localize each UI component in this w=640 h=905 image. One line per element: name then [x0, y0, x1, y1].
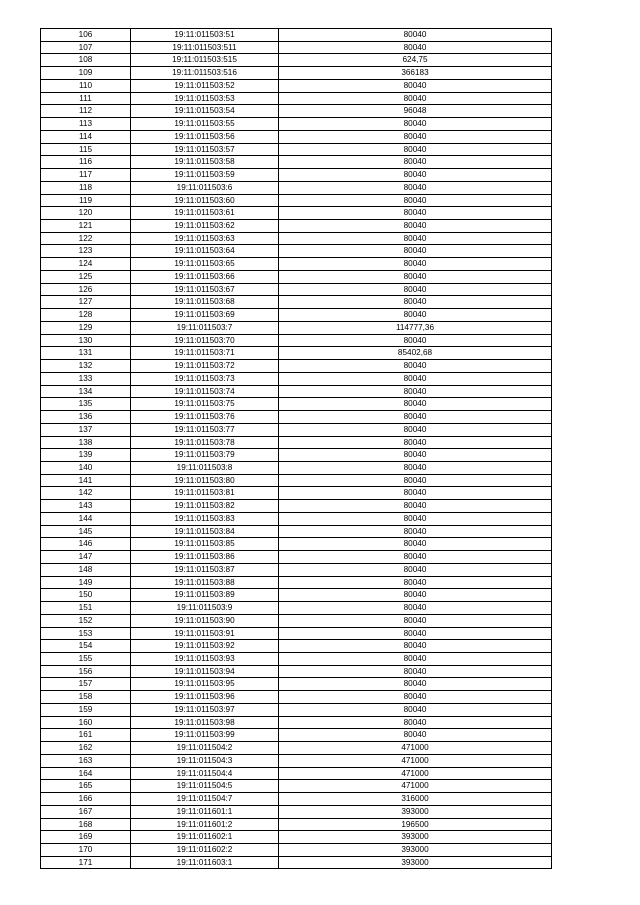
value-cell: 80040 — [279, 130, 552, 143]
table-row — [41, 691, 552, 704]
cadastral-number-cell: 19:11:011503:95 — [131, 678, 279, 691]
table-row — [41, 385, 552, 398]
row-number-cell: 162 — [41, 742, 131, 755]
row-number-cell: 136 — [41, 411, 131, 424]
cadastral-number-cell: 19:11:011503:84 — [131, 525, 279, 538]
value-cell: 80040 — [279, 270, 552, 283]
row-number-cell: 130 — [41, 334, 131, 347]
value-cell: 80040 — [279, 360, 552, 373]
row-number-cell: 124 — [41, 258, 131, 271]
table-row — [41, 805, 552, 818]
cadastral-number-cell: 19:11:011503:70 — [131, 334, 279, 347]
cadastral-number-cell: 19:11:011503:55 — [131, 118, 279, 131]
row-number-cell: 141 — [41, 474, 131, 487]
value-cell: 80040 — [279, 576, 552, 589]
cadastral-number-cell: 19:11:011503:83 — [131, 512, 279, 525]
value-cell: 114777,36 — [279, 321, 552, 334]
table-row — [41, 678, 552, 691]
row-number-cell: 113 — [41, 118, 131, 131]
cadastral-number-cell: 19:11:011503:516 — [131, 67, 279, 80]
row-number-cell: 125 — [41, 270, 131, 283]
cadastral-number-cell: 19:11:011503:64 — [131, 245, 279, 258]
value-cell: 96048 — [279, 105, 552, 118]
cadastral-number-cell: 19:11:011503:96 — [131, 691, 279, 704]
table-row — [41, 372, 552, 385]
table-row — [41, 334, 552, 347]
row-number-cell: 138 — [41, 436, 131, 449]
table-row — [41, 525, 552, 538]
cadastral-number-cell: 19:11:011503:82 — [131, 500, 279, 513]
value-cell: 80040 — [279, 334, 552, 347]
cadastral-number-cell: 19:11:011503:88 — [131, 576, 279, 589]
value-cell: 80040 — [279, 652, 552, 665]
value-cell: 80040 — [279, 703, 552, 716]
value-cell: 80040 — [279, 525, 552, 538]
row-number-cell: 133 — [41, 372, 131, 385]
row-number-cell: 150 — [41, 589, 131, 602]
row-number-cell: 120 — [41, 207, 131, 220]
cadastral-number-cell: 19:11:011503:81 — [131, 487, 279, 500]
cadastral-number-cell: 19:11:011503:72 — [131, 360, 279, 373]
value-cell: 316000 — [279, 793, 552, 806]
row-number-cell: 123 — [41, 245, 131, 258]
cadastral-number-cell: 19:11:011503:52 — [131, 79, 279, 92]
cadastral-number-cell: 19:11:011503:54 — [131, 105, 279, 118]
table-body — [41, 29, 552, 869]
cadastral-number-cell: 19:11:011503:68 — [131, 296, 279, 309]
value-cell: 80040 — [279, 309, 552, 322]
cadastral-number-cell: 19:11:011602:1 — [131, 831, 279, 844]
row-number-cell: 122 — [41, 232, 131, 245]
row-number-cell: 160 — [41, 716, 131, 729]
table-row — [41, 665, 552, 678]
value-cell: 80040 — [279, 220, 552, 233]
table-row — [41, 512, 552, 525]
row-number-cell: 142 — [41, 487, 131, 500]
cadastral-number-cell: 19:11:011503:80 — [131, 474, 279, 487]
row-number-cell: 149 — [41, 576, 131, 589]
value-cell: 80040 — [279, 691, 552, 704]
cadastral-number-cell: 19:11:011504:4 — [131, 767, 279, 780]
row-number-cell: 116 — [41, 156, 131, 169]
row-number-cell: 126 — [41, 283, 131, 296]
cadastral-number-cell: 19:11:011503:59 — [131, 169, 279, 182]
cadastral-number-cell: 19:11:011504:3 — [131, 754, 279, 767]
cadastral-number-cell: 19:11:011503:97 — [131, 703, 279, 716]
cadastral-number-cell: 19:11:011601:1 — [131, 805, 279, 818]
cadastral-number-cell: 19:11:011504:2 — [131, 742, 279, 755]
row-number-cell: 145 — [41, 525, 131, 538]
value-cell: 393000 — [279, 856, 552, 869]
cadastral-number-cell: 19:11:011503:91 — [131, 627, 279, 640]
value-cell: 80040 — [279, 398, 552, 411]
value-cell: 80040 — [279, 423, 552, 436]
row-number-cell: 156 — [41, 665, 131, 678]
cadastral-number-cell: 19:11:011504:5 — [131, 780, 279, 793]
table-row — [41, 156, 552, 169]
table-row — [41, 627, 552, 640]
table-row — [41, 716, 552, 729]
table-row — [41, 232, 552, 245]
row-number-cell: 128 — [41, 309, 131, 322]
value-cell: 80040 — [279, 245, 552, 258]
row-number-cell: 146 — [41, 538, 131, 551]
value-cell: 80040 — [279, 372, 552, 385]
row-number-cell: 107 — [41, 41, 131, 54]
cadastral-number-cell: 19:11:011503:57 — [131, 143, 279, 156]
value-cell: 393000 — [279, 805, 552, 818]
cadastral-number-cell: 19:11:011503:65 — [131, 258, 279, 271]
row-number-cell: 164 — [41, 767, 131, 780]
table-row — [41, 220, 552, 233]
table-row — [41, 245, 552, 258]
value-cell: 80040 — [279, 143, 552, 156]
value-cell: 624,75 — [279, 54, 552, 67]
table-row — [41, 551, 552, 564]
table-row — [41, 296, 552, 309]
table-row — [41, 831, 552, 844]
cadastral-number-cell: 19:11:011503:51 — [131, 29, 279, 42]
value-cell: 80040 — [279, 729, 552, 742]
table-row — [41, 449, 552, 462]
row-number-cell: 114 — [41, 130, 131, 143]
value-cell: 80040 — [279, 79, 552, 92]
row-number-cell: 132 — [41, 360, 131, 373]
value-cell: 80040 — [279, 92, 552, 105]
row-number-cell: 106 — [41, 29, 131, 42]
row-number-cell: 110 — [41, 79, 131, 92]
table-row — [41, 207, 552, 220]
cadastral-number-cell: 19:11:011503:58 — [131, 156, 279, 169]
row-number-cell: 144 — [41, 512, 131, 525]
table-row — [41, 602, 552, 615]
value-cell: 80040 — [279, 296, 552, 309]
row-number-cell: 131 — [41, 347, 131, 360]
cadastral-number-cell: 19:11:011503:67 — [131, 283, 279, 296]
row-number-cell: 115 — [41, 143, 131, 156]
row-number-cell: 134 — [41, 385, 131, 398]
value-cell: 80040 — [279, 474, 552, 487]
value-cell: 85402,68 — [279, 347, 552, 360]
table-row — [41, 576, 552, 589]
table-row — [41, 181, 552, 194]
value-cell: 471000 — [279, 780, 552, 793]
row-number-cell: 111 — [41, 92, 131, 105]
table-row — [41, 169, 552, 182]
table-row — [41, 258, 552, 271]
value-cell: 80040 — [279, 156, 552, 169]
cadastral-number-cell: 19:11:011603:1 — [131, 856, 279, 869]
table-row — [41, 754, 552, 767]
cadastral-number-cell: 19:11:011503:66 — [131, 270, 279, 283]
cadastral-number-cell: 19:11:011503:86 — [131, 551, 279, 564]
table-row — [41, 194, 552, 207]
table-row — [41, 67, 552, 80]
value-cell: 80040 — [279, 449, 552, 462]
value-cell: 80040 — [279, 194, 552, 207]
table-row — [41, 640, 552, 653]
cadastral-number-cell: 19:11:011503:92 — [131, 640, 279, 653]
row-number-cell: 167 — [41, 805, 131, 818]
cadastral-number-cell: 19:11:011503:87 — [131, 563, 279, 576]
row-number-cell: 139 — [41, 449, 131, 462]
cadastral-number-cell: 19:11:011503:6 — [131, 181, 279, 194]
value-cell: 80040 — [279, 461, 552, 474]
row-number-cell: 157 — [41, 678, 131, 691]
table-row — [41, 729, 552, 742]
row-number-cell: 169 — [41, 831, 131, 844]
cadastral-number-cell: 19:11:011503:53 — [131, 92, 279, 105]
cadastral-number-cell: 19:11:011503:60 — [131, 194, 279, 207]
cadastral-number-cell: 19:11:011503:74 — [131, 385, 279, 398]
row-number-cell: 158 — [41, 691, 131, 704]
row-number-cell: 166 — [41, 793, 131, 806]
cadastral-number-cell: 19:11:011503:89 — [131, 589, 279, 602]
cadastral-number-cell: 19:11:011503:7 — [131, 321, 279, 334]
table-row — [41, 360, 552, 373]
cadastral-number-cell: 19:11:011503:85 — [131, 538, 279, 551]
cadastral-number-cell: 19:11:011503:511 — [131, 41, 279, 54]
table-row — [41, 856, 552, 869]
table-row — [41, 79, 552, 92]
row-number-cell: 171 — [41, 856, 131, 869]
value-cell: 471000 — [279, 742, 552, 755]
value-cell: 80040 — [279, 563, 552, 576]
table-row — [41, 436, 552, 449]
value-cell: 80040 — [279, 602, 552, 615]
table-row — [41, 411, 552, 424]
row-number-cell: 121 — [41, 220, 131, 233]
table-row — [41, 767, 552, 780]
table-row — [41, 347, 552, 360]
value-cell: 80040 — [279, 283, 552, 296]
row-number-cell: 170 — [41, 844, 131, 857]
table-row — [41, 500, 552, 513]
row-number-cell: 109 — [41, 67, 131, 80]
cadastral-number-cell: 19:11:011503:9 — [131, 602, 279, 615]
table-row — [41, 41, 552, 54]
table-row — [41, 652, 552, 665]
row-number-cell: 112 — [41, 105, 131, 118]
value-cell: 80040 — [279, 181, 552, 194]
cadastral-number-cell: 19:11:011601:2 — [131, 818, 279, 831]
row-number-cell: 151 — [41, 602, 131, 615]
table-row — [41, 105, 552, 118]
value-cell: 80040 — [279, 627, 552, 640]
cadastral-number-cell: 19:11:011503:77 — [131, 423, 279, 436]
cadastral-number-cell: 19:11:011503:76 — [131, 411, 279, 424]
row-number-cell: 163 — [41, 754, 131, 767]
table-row — [41, 487, 552, 500]
row-number-cell: 118 — [41, 181, 131, 194]
row-number-cell: 143 — [41, 500, 131, 513]
row-number-cell: 165 — [41, 780, 131, 793]
cadastral-number-cell: 19:11:011503:71 — [131, 347, 279, 360]
cadastral-number-cell: 19:11:011504:7 — [131, 793, 279, 806]
value-cell: 80040 — [279, 614, 552, 627]
table-row — [41, 321, 552, 334]
row-number-cell: 161 — [41, 729, 131, 742]
table-row — [41, 29, 552, 42]
value-cell: 80040 — [279, 411, 552, 424]
table-row — [41, 92, 552, 105]
value-cell: 80040 — [279, 385, 552, 398]
table-row — [41, 563, 552, 576]
row-number-cell: 119 — [41, 194, 131, 207]
cadastral-number-cell: 19:11:011503:62 — [131, 220, 279, 233]
row-number-cell: 137 — [41, 423, 131, 436]
table-row — [41, 398, 552, 411]
cadastral-number-cell: 19:11:011503:8 — [131, 461, 279, 474]
cadastral-number-cell: 19:11:011503:515 — [131, 54, 279, 67]
table-row — [41, 474, 552, 487]
cadastral-number-cell: 19:11:011503:69 — [131, 309, 279, 322]
row-number-cell: 168 — [41, 818, 131, 831]
value-cell: 80040 — [279, 487, 552, 500]
cadastral-number-cell: 19:11:011503:78 — [131, 436, 279, 449]
cadastral-number-cell: 19:11:011503:63 — [131, 232, 279, 245]
cadastral-value-table — [40, 28, 552, 869]
row-number-cell: 129 — [41, 321, 131, 334]
row-number-cell: 140 — [41, 461, 131, 474]
value-cell: 80040 — [279, 41, 552, 54]
value-cell: 80040 — [279, 29, 552, 42]
value-cell: 80040 — [279, 716, 552, 729]
table-row — [41, 742, 552, 755]
table-row — [41, 283, 552, 296]
table-row — [41, 270, 552, 283]
value-cell: 393000 — [279, 844, 552, 857]
table-row — [41, 130, 552, 143]
table-row — [41, 793, 552, 806]
value-cell: 80040 — [279, 512, 552, 525]
table-row — [41, 818, 552, 831]
cadastral-number-cell: 19:11:011503:56 — [131, 130, 279, 143]
value-cell: 471000 — [279, 754, 552, 767]
table-row — [41, 780, 552, 793]
value-cell: 80040 — [279, 500, 552, 513]
row-number-cell: 135 — [41, 398, 131, 411]
cadastral-number-cell: 19:11:011503:61 — [131, 207, 279, 220]
value-cell: 80040 — [279, 169, 552, 182]
row-number-cell: 108 — [41, 54, 131, 67]
value-cell: 80040 — [279, 665, 552, 678]
value-cell: 80040 — [279, 118, 552, 131]
table-row — [41, 461, 552, 474]
row-number-cell: 155 — [41, 652, 131, 665]
value-cell: 471000 — [279, 767, 552, 780]
table-row — [41, 309, 552, 322]
value-cell: 80040 — [279, 207, 552, 220]
cadastral-number-cell: 19:11:011503:79 — [131, 449, 279, 462]
value-cell: 80040 — [279, 232, 552, 245]
row-number-cell: 148 — [41, 563, 131, 576]
value-cell: 80040 — [279, 258, 552, 271]
value-cell: 366183 — [279, 67, 552, 80]
cadastral-number-cell: 19:11:011503:94 — [131, 665, 279, 678]
document-page — [40, 28, 551, 869]
row-number-cell: 154 — [41, 640, 131, 653]
cadastral-number-cell: 19:11:011503:98 — [131, 716, 279, 729]
value-cell: 196500 — [279, 818, 552, 831]
value-cell: 80040 — [279, 436, 552, 449]
value-cell: 393000 — [279, 831, 552, 844]
value-cell: 80040 — [279, 551, 552, 564]
cadastral-number-cell: 19:11:011503:75 — [131, 398, 279, 411]
value-cell: 80040 — [279, 538, 552, 551]
cadastral-number-cell: 19:11:011503:73 — [131, 372, 279, 385]
cadastral-number-cell: 19:11:011503:99 — [131, 729, 279, 742]
table-row — [41, 614, 552, 627]
table-row — [41, 844, 552, 857]
cadastral-number-cell: 19:11:011503:93 — [131, 652, 279, 665]
row-number-cell: 117 — [41, 169, 131, 182]
value-cell: 80040 — [279, 640, 552, 653]
row-number-cell: 147 — [41, 551, 131, 564]
table-row — [41, 703, 552, 716]
table-row — [41, 118, 552, 131]
row-number-cell: 127 — [41, 296, 131, 309]
row-number-cell: 159 — [41, 703, 131, 716]
row-number-cell: 152 — [41, 614, 131, 627]
table-row — [41, 143, 552, 156]
table-row — [41, 423, 552, 436]
cadastral-number-cell: 19:11:011503:90 — [131, 614, 279, 627]
cadastral-number-cell: 19:11:011602:2 — [131, 844, 279, 857]
table-row — [41, 589, 552, 602]
table-row — [41, 54, 552, 67]
value-cell: 80040 — [279, 678, 552, 691]
value-cell: 80040 — [279, 589, 552, 602]
table-row — [41, 538, 552, 551]
row-number-cell: 153 — [41, 627, 131, 640]
